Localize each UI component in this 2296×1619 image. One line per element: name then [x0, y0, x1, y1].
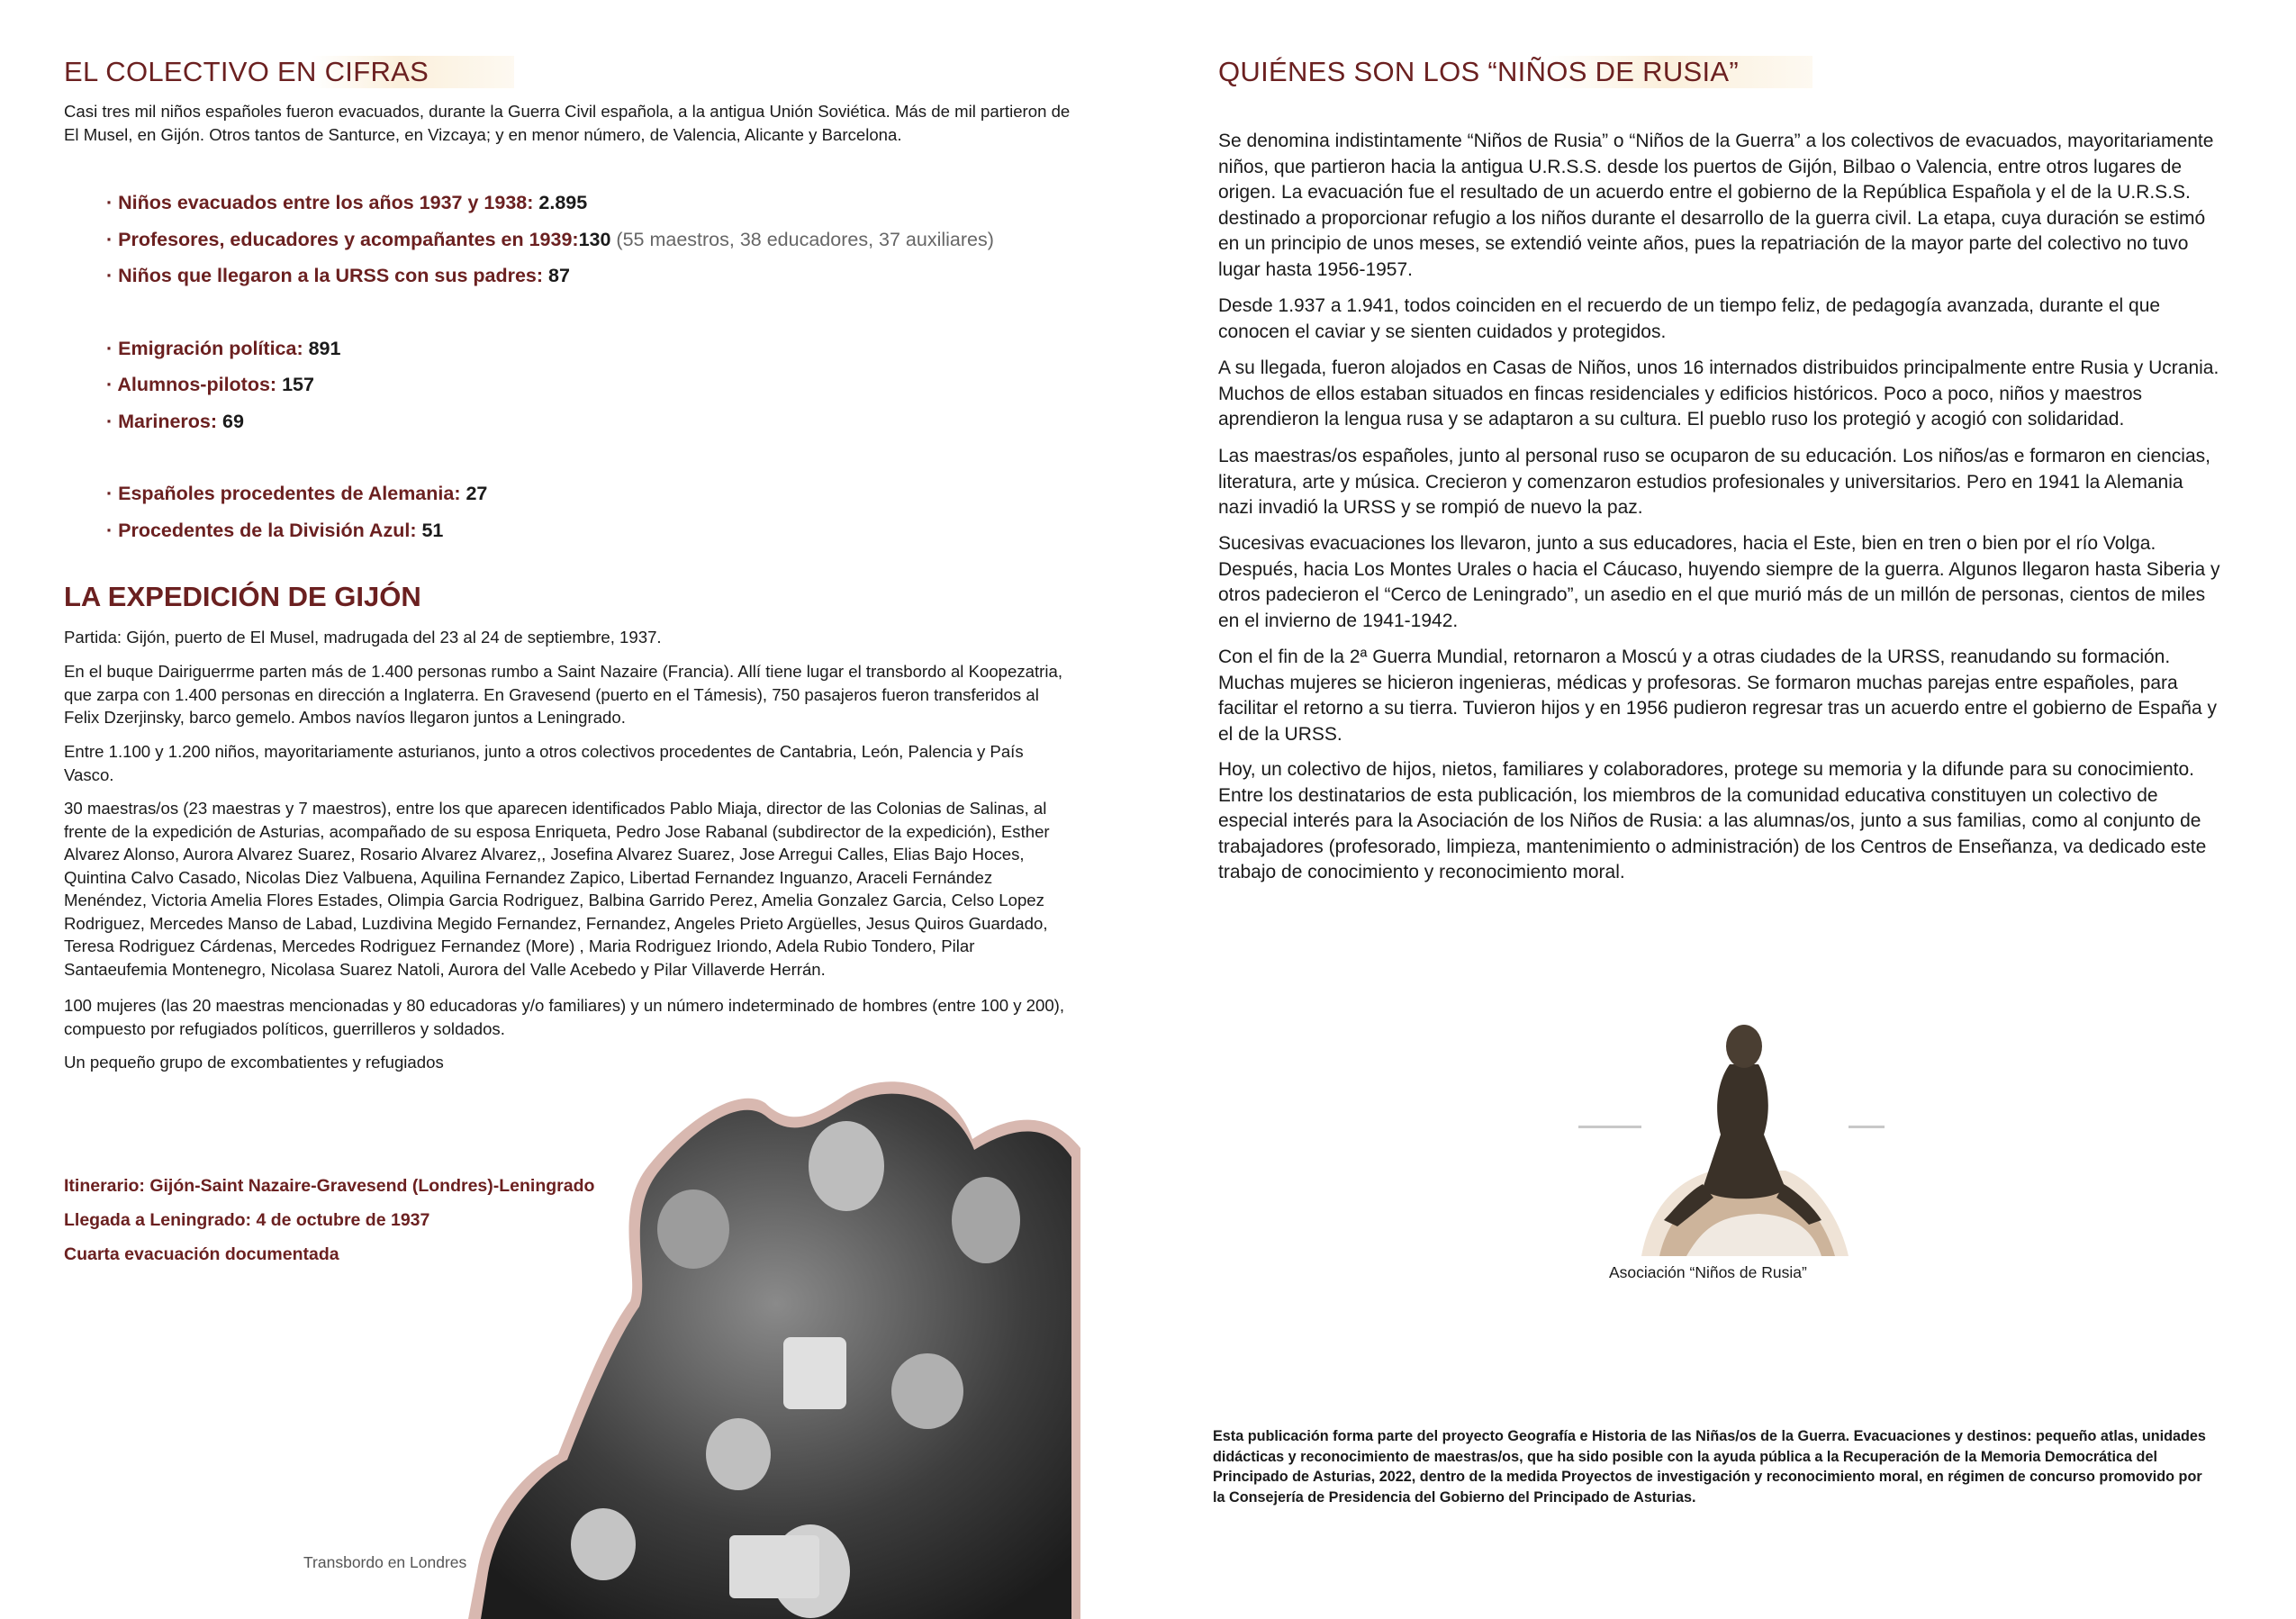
llegada-text: Llegada a Leningrado: 4 de octubre de 1937	[64, 1210, 430, 1230]
stats-group-1	[106, 185, 994, 294]
stats-list	[106, 185, 994, 548]
stat-profesores: · Profesores, educadores y acompañantes en 1939:130 (55 maestros, 38 educadores, 37 auxiliares)	[106, 228, 994, 250]
statue-image	[1578, 999, 1885, 1256]
exp-mujeres: 100 mujeres (las 20 maestras mencionadas y 80 educadoras y/o familiares) y un número indeterminado de hombres (entre 100 y 200), compuesto por refugiados políticos, guerrilleros y soldados.	[64, 996, 1065, 1038]
quienes-p3: A su llegada, fueron alojados en Casas de Niños, unos 16 internados distribuidos principalmente entre Rusia y Ucrania. Muchos de ellos estaban situados en fincas residenciales y edificios históricos. Poco a poco, niños y maestros aprendieron la lengua rusa y se adaptaron a su cultura. El pueblo ruso los protegió y acogió con solidaridad.	[1218, 357, 2219, 430]
quienes-p1: Se denomina indistintamente “Niños de Rusia” o “Niños de la Guerra” a los colectivos de evacuados, mayoritariamente niños, que partieron hacia la antigua U.R.S.S. desde los puertos de Gijón, Bilbao o Valencia, entre otros lugares de origen. La evacuación fue el resultado de un acuerdo entre el gobierno de la República Española y el de la U.R.S.S. destinado a proporcionar refugio a los niños durante el desarrollo de la guerra civil. La etapa, cuya duración se estimó en un principio de unos meses, se extendió veinte años, pues la repatriación de la mayor parte del colectivo no tuvo lugar hasta 1956-1957.	[1218, 131, 2214, 280]
stat-pilotos: · Alumnos-pilotos: 157	[106, 374, 314, 395]
stat-con-padres: · Niños que llegaron a la URSS con sus padres: 87	[106, 265, 570, 286]
stat-alemania: · Españoles procedentes de Alemania: 27	[106, 483, 488, 504]
stat-emigracion: · Emigración política: 891	[106, 337, 341, 359]
cuarta-text: Cuarta evacuación documentada	[64, 1244, 339, 1264]
cifras-intro: Casi tres mil niños españoles fueron evacuados, durante la Guerra Civil española, a la antigua Unión Soviética. Más de mil partieron de El Musel, en Gijón. Otros tantos de Santurce, en Vizcaya; y en menor número, de Valencia, Alicante y Barcelona.	[64, 102, 1071, 144]
exp-buque: En el buque Dairiguerrme parten más de 1.400 personas rumbo a Saint Nazaire (Francia). Allí tiene lugar el transbordo al Koopezatria, que zarpa con 1.400 personas en dirección a Inglaterra. En Gravesend (puerto en el Támesis), 750 pasajeros fueron transferidos al Felix Dzerjinsky, barco gemelo. Ambos navíos llegaron juntos a Leningrado.	[64, 662, 1062, 727]
photo-caption: Transbordo en Londres	[303, 1553, 467, 1571]
stats-group-3	[106, 475, 994, 548]
exp-ninos: Entre 1.100 y 1.200 niños, mayoritariamente asturianos, junto a otros colectivos procedentes de Cantabria, León, Palencia y País Vasco.	[64, 742, 1024, 784]
expedicion-title: LA EXPEDICIÓN DE GIJÓN	[64, 581, 421, 612]
exp-maestros: 30 maestras/os (23 maestras y 7 maestros), entre los que aparecen identificados Pablo Miaja, director de las Colonias de Salinas, al frente de la expedición de Asturias, acompañado de su esposa Enriqueta, Pedro Jose Rabanal (subdirector de la expedición), Esther Alvarez Alonso, Aurora Alvarez Suarez, Rosario Alvarez Alvarez,, Josefina Alvarez Suarez, Jose Arregui Calles, Elias Bajo Hoces, Quintina Calvo Casado, Nicolas Diez Valbuena, Aquilina Fernandez Zapico, Libertad Fernandez Inguanzo, Araceli Fernández Menéndez, Victoria Amelia Flores Estades, Olimpia Garcia Rodriguez, Balbina Garrido Perez, Amelia Gonzalez Garcia, Celso Lopez Rodriguez, Mercedes Manso de Labad, Luzdivina Megido Fernandez, Fernandez, Angeles Prieto Argüelles, Jesus Quiros Guardado, Teresa Rodriguez Cárdenas, Mercedes Rodriguez Fernandez (More) , Maria Rodriguez Iriondo, Adela Rubio Tondero, Pilar Santaeufemia Montenegro, Nicolasa Suarez Natoli, Aurora del Valle Acebedo y Pilar Villaverde Herrán.	[64, 799, 1050, 979]
itinerario-text: Itinerario: Gijón-Saint Nazaire-Gravesend (Londres)-Leningrado	[64, 1176, 595, 1196]
publication-note: Esta publicación forma parte del proyecto Geografía e Historia de las Niñas/os de la Guerra. Evacuaciones y destinos: pequeño atlas, unidades didácticas y reconocimiento de maestras/os, que ha sido posible con la ayuda pública a la Recuperación de la Memoria Democrática del Principado de Asturias, 2022, dentro de la medida Proyectos de investigación y reconocimiento moral, en régimen de concurso promovido por la Consejería de Presidencia del Gobierno del Principado de Asturias.	[1213, 1428, 2206, 1506]
stats-group-2	[106, 330, 994, 440]
right-page	[1148, 0, 2296, 1619]
quienes-p7: Hoy, un colectivo de hijos, nietos, familiares y colaboradores, protege su memoria y la difunde para su conocimiento. Entre los destinatarios de esta publicación, los miembros de la comunidad educativa constituyen un colectivo de especial interés para la Asociación de los Niños de Rusia: a las alumnas/os, junto a sus familias, como al conjunto de trabajadores (profesorado, limpieza, mantenimiento o administración) de los Centros de Enseñanza, va dedicado este trabajo de conocimiento y reconocimiento moral.	[1218, 759, 2207, 882]
stat-marineros: · Marineros: 69	[106, 410, 244, 432]
exp-excombatientes: Un pequeño grupo de excombatientes y refugiados	[64, 1053, 444, 1072]
cifras-title: EL COLECTIVO EN CIFRAS	[64, 56, 514, 88]
stat-division-azul: · Procedentes de la División Azul: 51	[106, 519, 444, 541]
quienes-p5: Sucesivas evacuaciones los llevaron, junto a sus educadores, hacia el Este, bien en tren o bien por el río Volga. Después, hacia Los Montes Urales o hacia el Cáucaso, huyendo siempre de la guerra. Algunos llegaron hasta Siberia y otros padecieron el “Cerco de Leningrado”, un asedio en el que murió más de un millón de personas, cientos de miles en el invierno de 1941-1942.	[1218, 533, 2220, 631]
quienes-p6: Con el fin de la 2ª Guerra Mundial, retornaron a Moscú y a otras ciudades de la URSS, reanudando su formación. Muchas mujeres se hicieron ingenieras, médicas y profesoras. Se formaron muchas parejas entre españoles, para facilitar el retorno a su tierra. Tuvieron hijos y en 1956 pudieron regresar tras un acuerdo entre el gobierno de España y el de la URSS.	[1218, 647, 2217, 745]
stat-evacuados: · Niños evacuados entre los años 1937 y 1938: 2.895	[106, 192, 588, 213]
exp-partida: Partida: Gijón, puerto de El Musel, madrugada del 23 al 24 de septiembre, 1937.	[64, 628, 662, 647]
transbordo-photo	[468, 1067, 1080, 1619]
quienes-p4: Las maestras/os españoles, junto al personal ruso se ocuparon de su educación. Los niños/as e formaron en ciencias, literatura, arte y música. Crecieron y comenzaron estudios profesionales y universitarios. Pero en 1941 la Alemania nazi invadió la URSS y se rompió de nuevo la paz.	[1218, 446, 2210, 518]
quienes-p2: Desde 1.937 a 1.941, todos coinciden en el recuerdo de un tiempo feliz, de pedagogía avanzada, durante el que conocen el caviar y se sienten cuidados y protegidos.	[1218, 295, 2161, 342]
quienes-title: QUIÉNES SON LOS “NIÑOS DE RUSIA”	[1218, 56, 1812, 88]
statue-caption: Asociación “Niños de Rusia”	[1609, 1263, 1807, 1281]
